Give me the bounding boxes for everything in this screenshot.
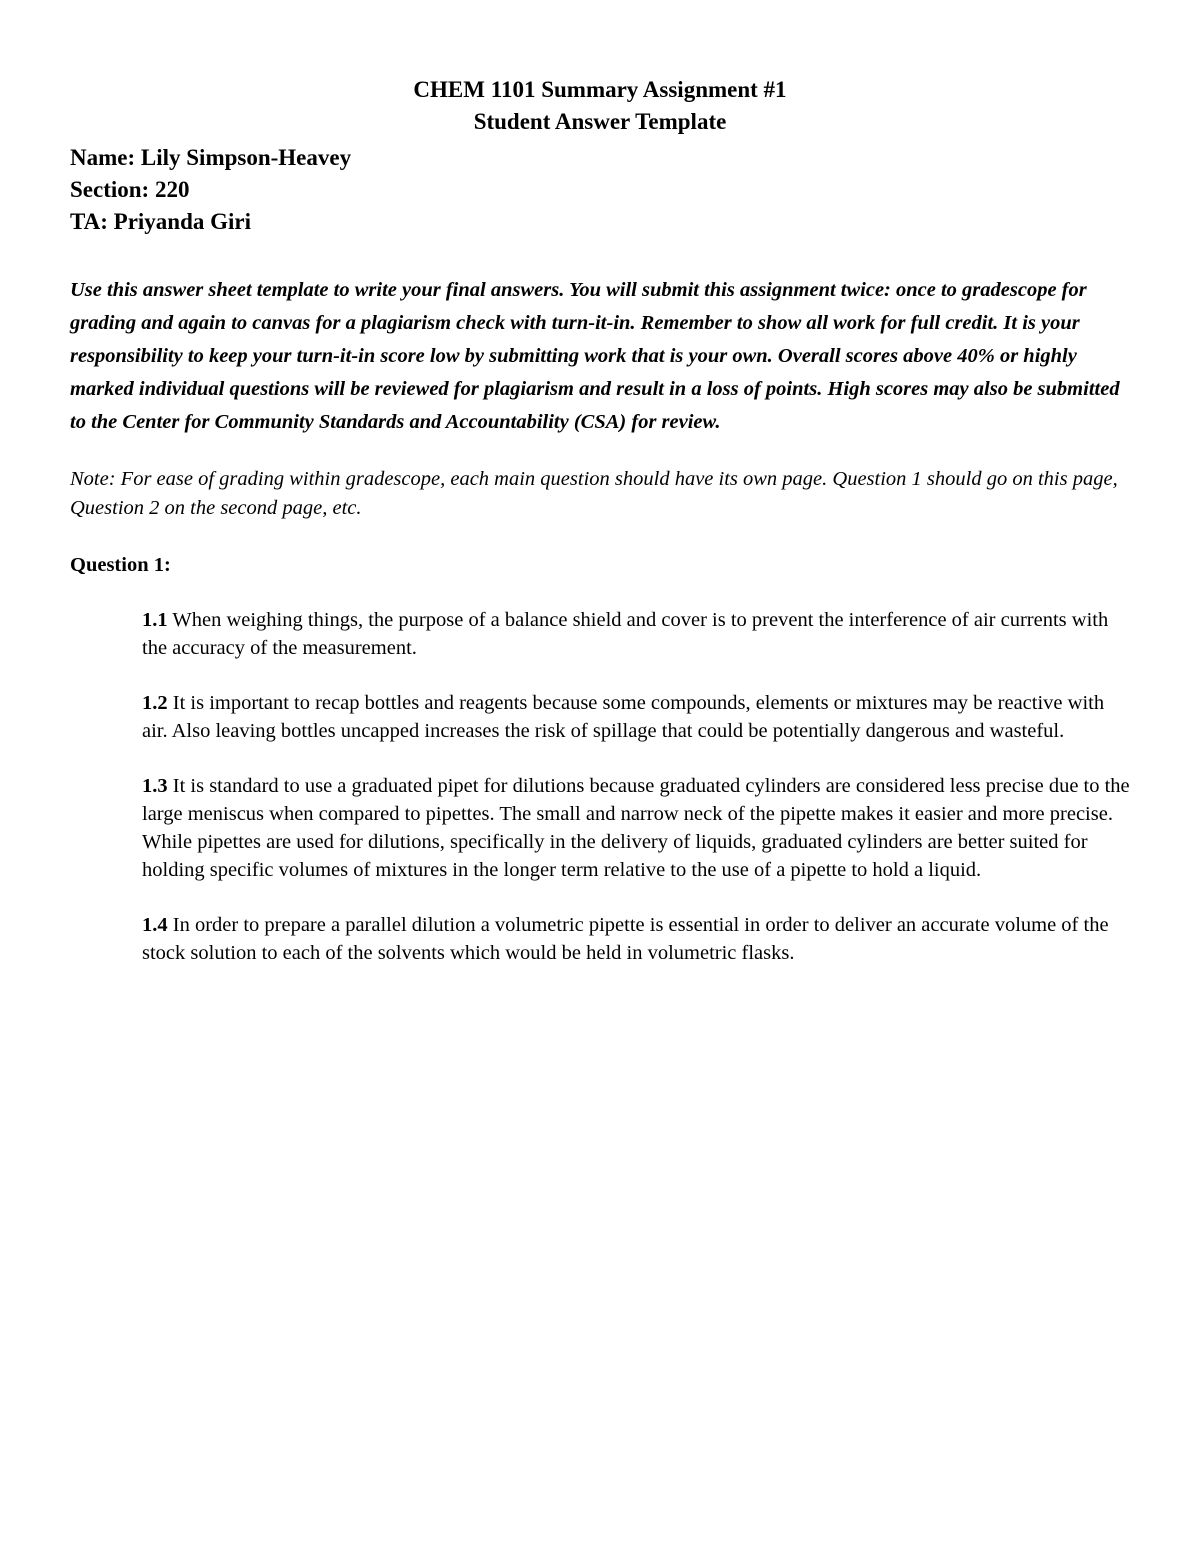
student-section: Section: 220 [70,177,190,202]
answer-number: 1.1 [142,609,168,631]
student-ta: TA: Priyanda Giri [70,209,252,234]
answer-text: It is standard to use a graduated pipet for dilutions because graduated cylinders are considered less precise due to the large meniscus when compared to pipettes. The small and narrow neck of the pipette makes it easier and more precise. While pipettes are used for dilutions, specifically in the delivery of liquids, graduated cylinders are better suited for holding specific volumes of mixtures in the longer term relative to the use of a pipette to hold a liquid. [142,775,1130,881]
answer-item [142,911,1130,967]
answer-number: 1.4 [142,914,168,936]
answer-item [142,772,1130,884]
answer-item [142,606,1130,662]
answer-list [142,606,1130,967]
answer-number: 1.2 [142,692,168,714]
instructions-paragraph: Use this answer sheet template to write your final answers. You will submit this assignment twice: once to gradescope for grading and again to canvas for a plagiarism check with turn-it-in. Remember to show all work for full credit. It is your responsibility to keep your turn-it-in score low by submitting work that is your own. Overall scores above 40% or highly marked individual questions will be reviewed for plagiarism and result in a loss of points. High scores may also be submitted to the Center for Community Standards and Accountability (CSA) for review. [70,279,1120,433]
page-subtitle: Student Answer Template [473,109,727,134]
answer-text: When weighing things, the purpose of a balance shield and cover is to prevent the interference of air currents with the accuracy of the measurement. [142,609,1109,659]
page-title: CHEM 1101 Summary Assignment #1 [413,77,787,102]
answer-text: In order to prepare a parallel dilution a volumetric pipette is essential in order to deliver an accurate volume of the stock solution to each of the solvents which would be held in volumetric flasks. [142,914,1109,964]
answer-item [142,689,1130,745]
question-heading: Question 1: [70,554,171,576]
answer-number: 1.3 [142,775,168,797]
document-page [70,74,1130,994]
note-paragraph: Note: For ease of grading within gradescope, each main question should have its own page. Question 1 should go on this page, Question 2 on the second page, etc. [70,468,1118,519]
answer-text: It is important to recap bottles and reagents because some compounds, elements or mixtures may be reactive with air. Also leaving bottles uncapped increases the risk of spillage that could be potentially dangerous and wasteful. [142,692,1105,742]
student-name: Name: Lily Simpson-Heavey [70,145,352,170]
